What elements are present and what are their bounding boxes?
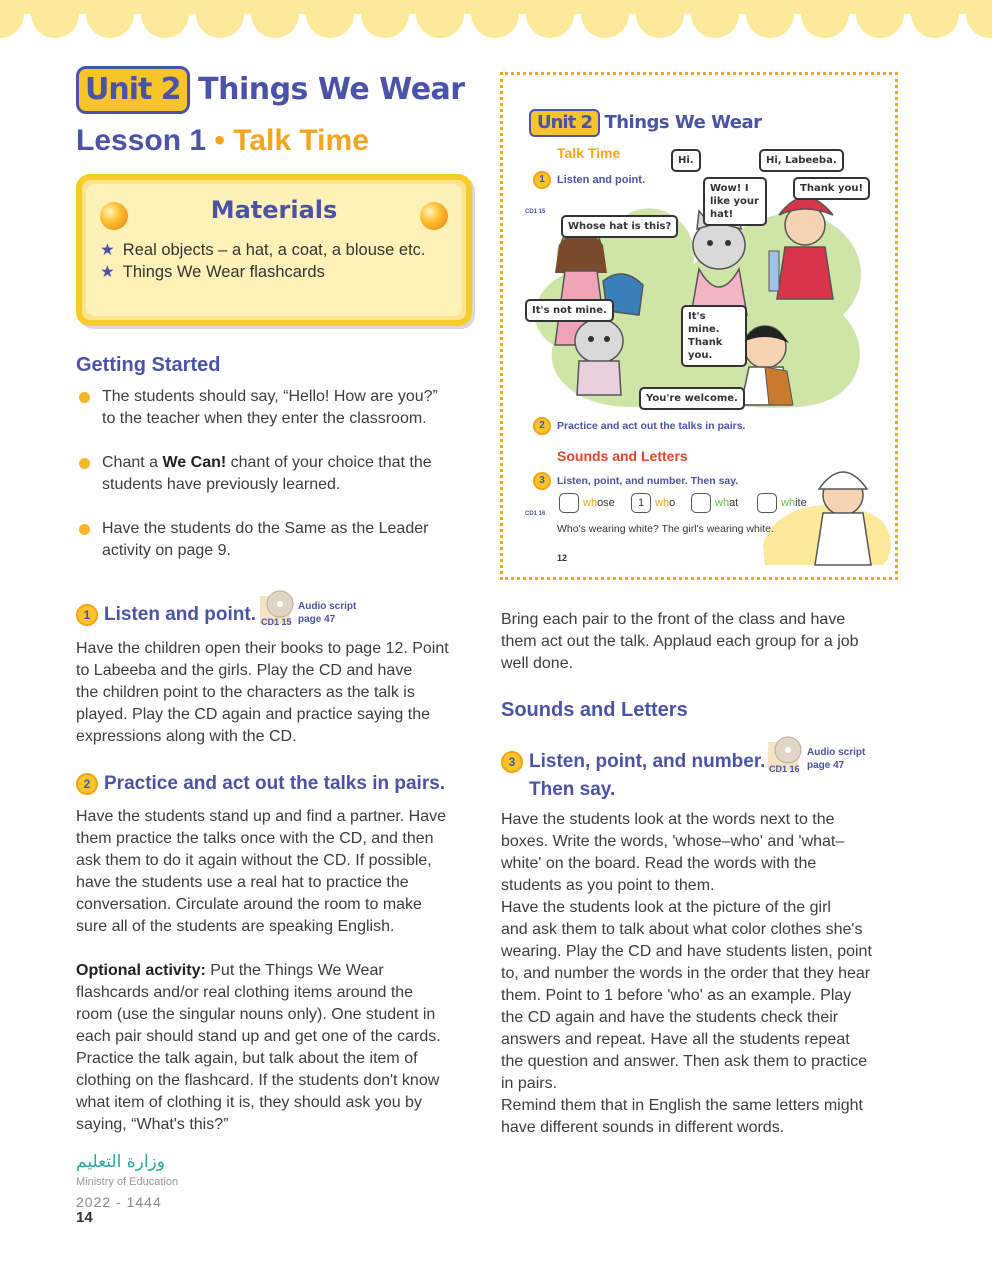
activity-1-number: 1 <box>76 604 98 626</box>
text-line: ask them to do it again without the CD. If possible, <box>76 852 432 869</box>
answer-box[interactable] <box>757 493 777 513</box>
unit-heading <box>76 66 465 114</box>
text-line: flashcards and/or real clothing items around the <box>76 984 414 1001</box>
text-line: well done. <box>501 655 574 672</box>
bullet-text: chant of your choice that the <box>226 454 432 471</box>
activity-1-title: Listen and point. <box>104 604 256 625</box>
speech-bubble: Hi. <box>671 149 701 172</box>
text-line: them practice the talks once with the CD, and then <box>76 830 434 847</box>
word-white <box>781 497 807 509</box>
activity-3-text <box>501 809 872 1139</box>
bullet-line <box>102 452 432 474</box>
text-line: answers and repeat. Have all the students repeat <box>501 1031 850 1048</box>
preview-item-1-number: 1 <box>533 171 551 189</box>
activity-2-text <box>76 806 446 938</box>
text-line: Have the students stand up and find a partner. Have <box>76 808 447 825</box>
word-highlight: wh <box>583 497 598 509</box>
star-icon: ★ <box>100 263 115 281</box>
getting-started-heading: Getting Started <box>76 354 221 376</box>
speech-bubble: It's mine. Thank you. <box>681 305 747 367</box>
answer-box[interactable] <box>691 493 711 513</box>
speech-bubble: Whose hat is this? <box>561 215 678 238</box>
text-line: have different sounds in different words. <box>501 1119 785 1136</box>
text-line: Have the students look at the words next to the <box>501 811 835 828</box>
speech-bubble: Wow! I like your hat! <box>703 177 767 226</box>
preview-item-3-number: 3 <box>533 472 551 490</box>
cd-track-label: CD1 16 <box>769 764 800 774</box>
audio-script-ref <box>807 746 865 772</box>
ministry-english-name: Ministry of Education <box>76 1176 179 1188</box>
text-line: students as you point to them. <box>501 877 715 894</box>
text-line: what item of clothing it is, they should ask you by <box>76 1094 422 1111</box>
text-line: sure all of the students are speaking English. <box>76 918 395 935</box>
activity-2-title: Practice and act out the talks in pairs. <box>104 773 446 794</box>
cat-character-illustration <box>575 319 623 395</box>
text-line: have the students use a real hat to practice the <box>76 874 409 891</box>
text-line: white' on the board. Read the words with the <box>501 855 817 872</box>
activity-3-title-line: Listen, point, and number. <box>529 751 766 772</box>
word-rest: o <box>669 497 676 509</box>
lesson-name: Talk Time <box>233 124 369 157</box>
text-line: room (use the singular nouns only). One student in <box>76 1006 436 1023</box>
we-can-bold: We Can! <box>162 454 227 471</box>
text-line: boxes. Write the words, 'whose–who' and 'what– <box>501 833 845 850</box>
text-line: in pairs. <box>501 1075 558 1092</box>
page-number: 14 <box>76 1209 93 1226</box>
optional-activity-first: Put the Things We Wear <box>205 962 384 979</box>
text-line: each pair should stand up and get one of the cards. <box>76 1028 441 1045</box>
word-rest: at <box>729 497 739 509</box>
optional-activity-text <box>76 960 441 1136</box>
activity-3-title <box>529 751 765 801</box>
bullet-dot-icon <box>79 458 90 469</box>
bullet-dot-icon <box>79 392 90 403</box>
materials-box <box>76 174 472 326</box>
audio-script-page: page 47 <box>298 614 336 625</box>
preview-page-number: 12 <box>557 553 568 563</box>
audio-script-ref <box>298 600 356 626</box>
text-line: conversation. Circulate around the room to make <box>76 896 422 913</box>
answer-box[interactable] <box>559 493 579 513</box>
unit-badge: Unit 2 <box>76 66 190 114</box>
bullet-line: Have the students do the Same as the Leader <box>102 520 429 537</box>
preview-item-2: Practice and act out the talks in pairs. <box>557 420 746 432</box>
text-line: Remind them that in English the same letters might <box>501 1097 863 1114</box>
optional-activity-label: Optional activity: <box>76 962 206 979</box>
audio-script-label: Audio script <box>807 747 866 758</box>
word-rest: ose <box>597 497 615 509</box>
lesson-title <box>76 124 369 158</box>
speech-bubble: You're welcome. <box>639 387 745 410</box>
activity-1-text <box>76 638 449 748</box>
text-line: Practice the talk again, but talk about the item of <box>76 1050 418 1067</box>
materials-item-text: Things We Wear flashcards <box>122 263 325 281</box>
materials-item <box>100 240 426 260</box>
speech-bubble: It's not mine. <box>525 299 614 322</box>
scalloped-header-band <box>0 0 992 44</box>
text-line: them act out the talk. Applaud each group for a job <box>501 633 859 650</box>
text-line: wearing. Play the CD and have students listen, point <box>501 943 872 960</box>
text-line: the children point to the characters as the talk is <box>76 684 415 701</box>
preview-item-1: Listen and point. <box>557 174 645 186</box>
pairs-text <box>501 609 859 675</box>
preview-talk-time: Talk Time <box>557 145 621 161</box>
text-line <box>76 960 441 982</box>
materials-item-text: Real objects – a hat, a coat, a blouse etc. <box>122 241 426 259</box>
star-icon: ★ <box>100 241 115 259</box>
preview-sounds-letters: Sounds and Letters <box>557 448 688 464</box>
activity-3-title-line: Then say. <box>529 779 616 800</box>
preview-sentence: Who's wearing white? The girl's wearing white. <box>557 523 774 535</box>
text-line: Bring each pair to the front of the class and have <box>501 611 846 628</box>
preview-item-3: Listen, point, and number. Then say. <box>557 475 739 487</box>
text-line: the question and answer. Then ask them to practice <box>501 1053 868 1070</box>
winter-girl-character-illustration <box>815 472 871 565</box>
bullet-line: The students should say, “Hello! How are you?” <box>102 388 438 405</box>
preview-item-2-number: 2 <box>533 417 551 435</box>
cd-track-label: CD1 15 <box>261 617 292 627</box>
materials-inner <box>86 184 462 316</box>
student-book-preview <box>500 72 898 580</box>
sounds-letters-heading: Sounds and Letters <box>501 699 688 721</box>
text-line: to Labeeba and the girls. Play the CD and have <box>76 662 413 679</box>
bullet-line: to the teacher when they enter the classroom. <box>102 410 427 427</box>
ministry-arabic-logo: وزارة التعليم <box>76 1152 165 1172</box>
getting-started-bullet <box>102 452 432 496</box>
preview-unit-badge: Unit 2 <box>529 109 600 137</box>
text-line: clothing on the flashcard. If the students don't know <box>76 1072 440 1089</box>
audio-script-label: Audio script <box>298 601 357 612</box>
text-line: and ask them to talk about what color clothes she's <box>501 921 863 938</box>
text-line: played. Play the CD again and practice saying the <box>76 706 430 723</box>
bullet-text: Chant a <box>102 454 163 471</box>
getting-started-bullet <box>102 386 438 430</box>
word-who <box>655 497 675 509</box>
preview-unit-title: Things We Wear <box>604 112 762 133</box>
preview-cd-label: CD1 15 <box>525 209 546 215</box>
text-line: Have the children open their books to page 12. Point <box>76 640 449 657</box>
word-whose <box>583 497 615 509</box>
text-line: to, and number the words in the order that they hear <box>501 965 871 982</box>
activity-3-number: 3 <box>501 751 523 773</box>
edition-year: 2022 - 1444 <box>76 1194 162 1210</box>
bullet-line: activity on page 9. <box>102 542 231 559</box>
preview-unit-heading <box>529 109 762 137</box>
word-highlight: wh <box>715 497 730 509</box>
text-line: Have the students look at the picture of the girl <box>501 899 831 916</box>
word-highlight: wh <box>781 497 796 509</box>
activity-2-number: 2 <box>76 773 98 795</box>
materials-item <box>100 262 325 282</box>
materials-title: Materials <box>210 196 338 224</box>
unit-title: Things We Wear <box>198 72 465 107</box>
speech-bubble: Hi, Labeeba. <box>759 149 844 172</box>
lesson-dot: • <box>214 124 225 157</box>
word-highlight: wh <box>655 497 670 509</box>
bullet-line: students have previously learned. <box>102 476 341 493</box>
word-rest: ite <box>795 497 807 509</box>
speech-bubble: Thank you! <box>793 177 870 200</box>
text-line: them. Point to 1 before 'who' as an example. Play <box>501 987 852 1004</box>
word-what <box>715 497 738 509</box>
preview-cd-label: CD1 16 <box>525 511 546 517</box>
text-line: saying, “What's this?” <box>76 1116 229 1133</box>
text-line: expressions along with the CD. <box>76 728 297 745</box>
bullet-dot-icon <box>79 524 90 535</box>
answer-box[interactable]: 1 <box>631 493 651 513</box>
getting-started-bullet <box>102 518 428 562</box>
text-line: the CD again and have the students check their <box>501 1009 839 1026</box>
audio-script-page: page 47 <box>807 760 845 771</box>
lesson-label: Lesson 1 <box>76 124 207 157</box>
